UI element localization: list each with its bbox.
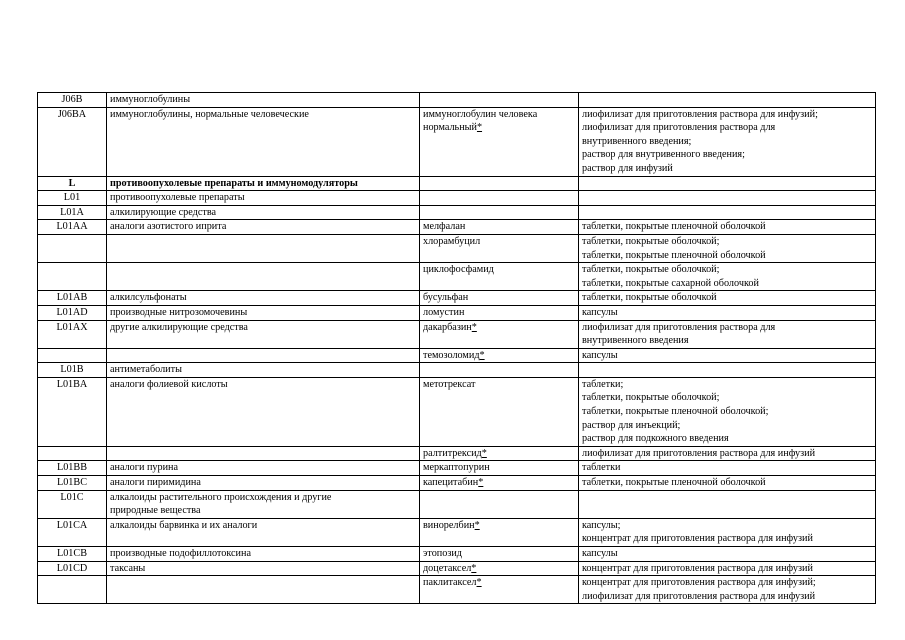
dosage-form-cell-line: капсулы bbox=[582, 349, 618, 361]
dosage-form-cell bbox=[579, 518, 876, 546]
drug-name-cell bbox=[420, 93, 579, 108]
group-name-cell-line: алкилсульфонаты bbox=[110, 292, 187, 304]
group-name-cell-line: алкилирующие средства bbox=[110, 206, 217, 218]
table-row bbox=[38, 176, 876, 191]
dosage-form-cell bbox=[579, 363, 876, 378]
group-name-cell bbox=[107, 234, 420, 262]
dosage-form-cell bbox=[579, 234, 876, 262]
group-name-cell bbox=[107, 446, 420, 461]
asterisk-mark: * bbox=[476, 577, 482, 589]
drug-name-cell bbox=[420, 446, 579, 461]
dosage-form-cell-line: таблетки; bbox=[582, 378, 624, 390]
atc-code-cell: L01AA bbox=[38, 220, 107, 235]
drug-name-cell-line: меркаптопурин bbox=[423, 462, 490, 474]
table-row bbox=[38, 476, 876, 491]
group-name-cell bbox=[107, 291, 420, 306]
drug-name-cell-line: этопозид bbox=[423, 548, 462, 559]
atc-code-cell: L01AX bbox=[38, 320, 107, 348]
group-name-cell bbox=[107, 220, 420, 235]
atc-code-cell: L01C bbox=[38, 490, 107, 518]
asterisk-mark: * bbox=[481, 447, 487, 459]
dosage-form-cell-line: внутривенного введения bbox=[582, 335, 689, 347]
group-name-cell-line: противоопухолевые препараты и иммуномодуляторы bbox=[110, 177, 358, 189]
table-row bbox=[38, 191, 876, 206]
asterisk-mark: * bbox=[476, 122, 483, 134]
dosage-form-cell bbox=[579, 490, 876, 518]
group-name-cell bbox=[107, 263, 420, 291]
drug-name-cell bbox=[420, 476, 579, 491]
table-row bbox=[38, 363, 876, 378]
atc-code-cell: L bbox=[38, 176, 107, 191]
drug-name-cell bbox=[420, 305, 579, 320]
group-name-cell bbox=[107, 305, 420, 320]
drug-name-cell bbox=[420, 234, 579, 262]
atc-code-cell: L01CA bbox=[38, 518, 107, 546]
drug-name-cell-line: ломустин bbox=[423, 306, 465, 318]
dosage-form-cell-line: лиофилизат для приготовления раствора для инфузий bbox=[582, 590, 816, 602]
drug-name-cell-line: ралтитрексид* bbox=[423, 447, 487, 459]
drug-name-cell-line: метотрексат bbox=[423, 378, 476, 390]
asterisk-mark: * bbox=[478, 477, 484, 489]
table-row bbox=[38, 576, 876, 604]
group-name-cell bbox=[107, 348, 420, 363]
atc-code-cell: L01 bbox=[38, 191, 107, 206]
dosage-form-cell-line: лиофилизат для приготовления раствора для bbox=[582, 122, 776, 134]
drug-name-cell bbox=[420, 291, 579, 306]
table-row bbox=[38, 461, 876, 476]
dosage-form-cell-line: таблетки, покрытые пленочной оболочкой bbox=[582, 221, 766, 233]
drug-name-cell bbox=[420, 320, 579, 348]
drug-list-table bbox=[37, 92, 876, 604]
dosage-form-cell-line: концентрат для приготовления раствора для инфузий; bbox=[582, 577, 816, 589]
atc-code-cell: L01BC bbox=[38, 476, 107, 491]
dosage-form-cell bbox=[579, 547, 876, 562]
table-row bbox=[38, 93, 876, 108]
drug-name-cell bbox=[420, 561, 579, 576]
group-name-cell-line: таксаны bbox=[110, 562, 146, 574]
dosage-form-cell bbox=[579, 377, 876, 446]
dosage-form-cell-line: таблетки, покрытые пленочной оболочкой; bbox=[582, 406, 769, 418]
dosage-form-cell-line: раствор для подкожного введения bbox=[582, 433, 729, 445]
drug-name-cell-line: мелфалан bbox=[423, 221, 466, 233]
group-name-cell-line: другие алкилирующие средства bbox=[110, 321, 248, 333]
drug-name-cell-line: темозоломид* bbox=[423, 349, 485, 361]
group-name-cell bbox=[107, 107, 420, 176]
table-row bbox=[38, 320, 876, 348]
atc-code-cell bbox=[38, 446, 107, 461]
group-name-cell bbox=[107, 547, 420, 562]
atc-code-cell: L01AB bbox=[38, 291, 107, 306]
group-name-cell-line: аналоги фолиевой кислоты bbox=[110, 378, 228, 390]
dosage-form-cell bbox=[579, 461, 876, 476]
drug-name-cell-line: хлорамбуцил bbox=[423, 235, 481, 247]
table-row bbox=[38, 305, 876, 320]
dosage-form-cell-line: таблетки bbox=[582, 462, 621, 474]
group-name-cell-line: иммуноглобулины bbox=[110, 94, 191, 105]
table-row bbox=[38, 291, 876, 306]
dosage-form-cell bbox=[579, 107, 876, 176]
dosage-form-cell bbox=[579, 176, 876, 191]
drug-name-cell bbox=[420, 490, 579, 518]
dosage-form-cell-line: таблетки, покрытые оболочкой; bbox=[582, 392, 720, 404]
group-name-cell-line: алкалоиды растительного происхождения и другие bbox=[110, 491, 332, 503]
table-row bbox=[38, 490, 876, 518]
drug-name-cell bbox=[420, 377, 579, 446]
atc-code-cell: L01AD bbox=[38, 305, 107, 320]
drug-name-cell-line: циклофосфамид bbox=[423, 264, 494, 276]
dosage-form-cell-line: внутривенного введения; bbox=[582, 135, 692, 147]
dosage-form-cell bbox=[579, 205, 876, 220]
dosage-form-cell-line: раствор для внутривенного введения; bbox=[582, 149, 745, 161]
asterisk-mark: * bbox=[474, 519, 480, 531]
atc-code-cell: L01CB bbox=[38, 547, 107, 562]
dosage-form-cell-line: капсулы; bbox=[582, 519, 621, 531]
drug-name-cell bbox=[420, 576, 579, 604]
group-name-cell-line: антиметаболиты bbox=[110, 364, 182, 376]
group-name-cell bbox=[107, 176, 420, 191]
asterisk-mark: * bbox=[471, 562, 477, 574]
drug-name-cell-line: доцетаксел* bbox=[423, 562, 477, 574]
asterisk-mark: * bbox=[479, 349, 485, 361]
dosage-form-cell bbox=[579, 191, 876, 206]
atc-code-cell: L01CD bbox=[38, 561, 107, 576]
drug-name-cell bbox=[420, 547, 579, 562]
table-row bbox=[38, 107, 876, 176]
group-name-cell-line: аналоги пиримидина bbox=[110, 477, 201, 489]
table-row bbox=[38, 348, 876, 363]
table-row bbox=[38, 518, 876, 546]
table-row bbox=[38, 234, 876, 262]
group-name-cell bbox=[107, 518, 420, 546]
dosage-form-cell-line: таблетки, покрытые оболочкой; bbox=[582, 235, 720, 247]
dosage-form-cell-line: концентрат для приготовления раствора для инфузий bbox=[582, 533, 813, 545]
drug-name-cell-line: бусульфан bbox=[423, 292, 469, 304]
atc-code-cell bbox=[38, 234, 107, 262]
drug-name-cell bbox=[420, 176, 579, 191]
dosage-form-cell bbox=[579, 291, 876, 306]
drug-name-cell bbox=[420, 363, 579, 378]
table-row bbox=[38, 561, 876, 576]
dosage-form-cell bbox=[579, 93, 876, 108]
group-name-cell bbox=[107, 490, 420, 518]
dosage-form-cell-line: таблетки, покрытые оболочкой bbox=[582, 292, 717, 304]
group-name-cell bbox=[107, 377, 420, 446]
drug-name-cell-line: винорелбин* bbox=[423, 519, 480, 531]
drug-name-cell-line: паклитаксел* bbox=[423, 577, 482, 589]
group-name-cell-line: алкалоиды барвинка и их аналоги bbox=[110, 519, 258, 531]
dosage-form-cell-line: лиофилизат для приготовления раствора для bbox=[582, 321, 776, 333]
drug-name-cell-line: дакарбазин* bbox=[423, 321, 477, 333]
atc-code-cell bbox=[38, 576, 107, 604]
asterisk-mark: * bbox=[471, 321, 477, 333]
group-name-cell bbox=[107, 476, 420, 491]
dosage-form-cell bbox=[579, 305, 876, 320]
group-name-cell-line: производные нитрозомочевины bbox=[110, 306, 248, 318]
drug-name-cell bbox=[420, 461, 579, 476]
table-body bbox=[38, 93, 876, 604]
dosage-form-cell bbox=[579, 446, 876, 461]
group-name-cell-line: аналоги азотистого иприта bbox=[110, 221, 227, 233]
drug-name-cell-line: иммуноглобулин человека bbox=[423, 108, 538, 120]
dosage-form-cell bbox=[579, 561, 876, 576]
group-name-cell bbox=[107, 205, 420, 220]
drug-name-cell bbox=[420, 191, 579, 206]
dosage-form-cell bbox=[579, 348, 876, 363]
table-row bbox=[38, 220, 876, 235]
dosage-form-cell-line: таблетки, покрытые сахарной оболочкой bbox=[582, 277, 759, 289]
dosage-form-cell-line: таблетки, покрытые пленочной оболочкой bbox=[582, 249, 766, 261]
atc-code-cell: L01A bbox=[38, 205, 107, 220]
dosage-form-cell-line: таблетки, покрытые оболочкой; bbox=[582, 264, 720, 276]
drug-name-cell bbox=[420, 263, 579, 291]
table-row bbox=[38, 205, 876, 220]
group-name-cell bbox=[107, 461, 420, 476]
atc-code-cell bbox=[38, 348, 107, 363]
drug-name-cell bbox=[420, 518, 579, 546]
dosage-form-cell bbox=[579, 220, 876, 235]
atc-code-cell bbox=[38, 263, 107, 291]
atc-code-cell: L01B bbox=[38, 363, 107, 378]
drug-name-cell-line: капецитабин* bbox=[423, 477, 484, 489]
table-row bbox=[38, 547, 876, 562]
table-row bbox=[38, 446, 876, 461]
atc-code-cell: J06BA bbox=[38, 107, 107, 176]
dosage-form-cell-line: капсулы bbox=[582, 548, 618, 559]
table-row bbox=[38, 377, 876, 446]
drug-name-cell-line: нормальный* bbox=[423, 122, 483, 134]
group-name-cell bbox=[107, 320, 420, 348]
group-name-cell-line: противоопухолевые препараты bbox=[110, 192, 245, 204]
dosage-form-cell-line: лиофилизат для приготовления раствора для инфузий; bbox=[582, 108, 818, 120]
dosage-form-cell bbox=[579, 263, 876, 291]
dosage-form-cell-line: раствор для инъекций; bbox=[582, 419, 681, 431]
dosage-form-cell-line: концентрат для приготовления раствора для инфузий bbox=[582, 562, 813, 574]
atc-code-cell: L01BA bbox=[38, 377, 107, 446]
drug-name-cell bbox=[420, 205, 579, 220]
dosage-form-cell-line: раствор для инфузий bbox=[582, 162, 673, 174]
group-name-cell bbox=[107, 576, 420, 604]
dosage-form-cell bbox=[579, 476, 876, 491]
dosage-form-cell-line: лиофилизат для приготовления раствора для инфузий bbox=[582, 447, 816, 459]
group-name-cell-line: производные подофиллотоксина bbox=[110, 548, 251, 559]
drug-name-cell bbox=[420, 107, 579, 176]
group-name-cell bbox=[107, 93, 420, 108]
group-name-cell-line: природные вещества bbox=[110, 505, 201, 517]
dosage-form-cell-line: таблетки, покрытые пленочной оболочкой bbox=[582, 477, 766, 489]
group-name-cell bbox=[107, 363, 420, 378]
group-name-cell bbox=[107, 191, 420, 206]
dosage-form-cell bbox=[579, 576, 876, 604]
dosage-form-cell bbox=[579, 320, 876, 348]
group-name-cell bbox=[107, 561, 420, 576]
group-name-cell-line: аналоги пурина bbox=[110, 462, 179, 474]
atc-code-cell: J06B bbox=[38, 93, 107, 108]
dosage-form-cell-line: капсулы bbox=[582, 306, 618, 318]
table-row bbox=[38, 263, 876, 291]
drug-name-cell bbox=[420, 220, 579, 235]
drug-name-cell bbox=[420, 348, 579, 363]
group-name-cell-line: иммуноглобулины, нормальные человеческие bbox=[110, 108, 309, 120]
atc-code-cell: L01BB bbox=[38, 461, 107, 476]
